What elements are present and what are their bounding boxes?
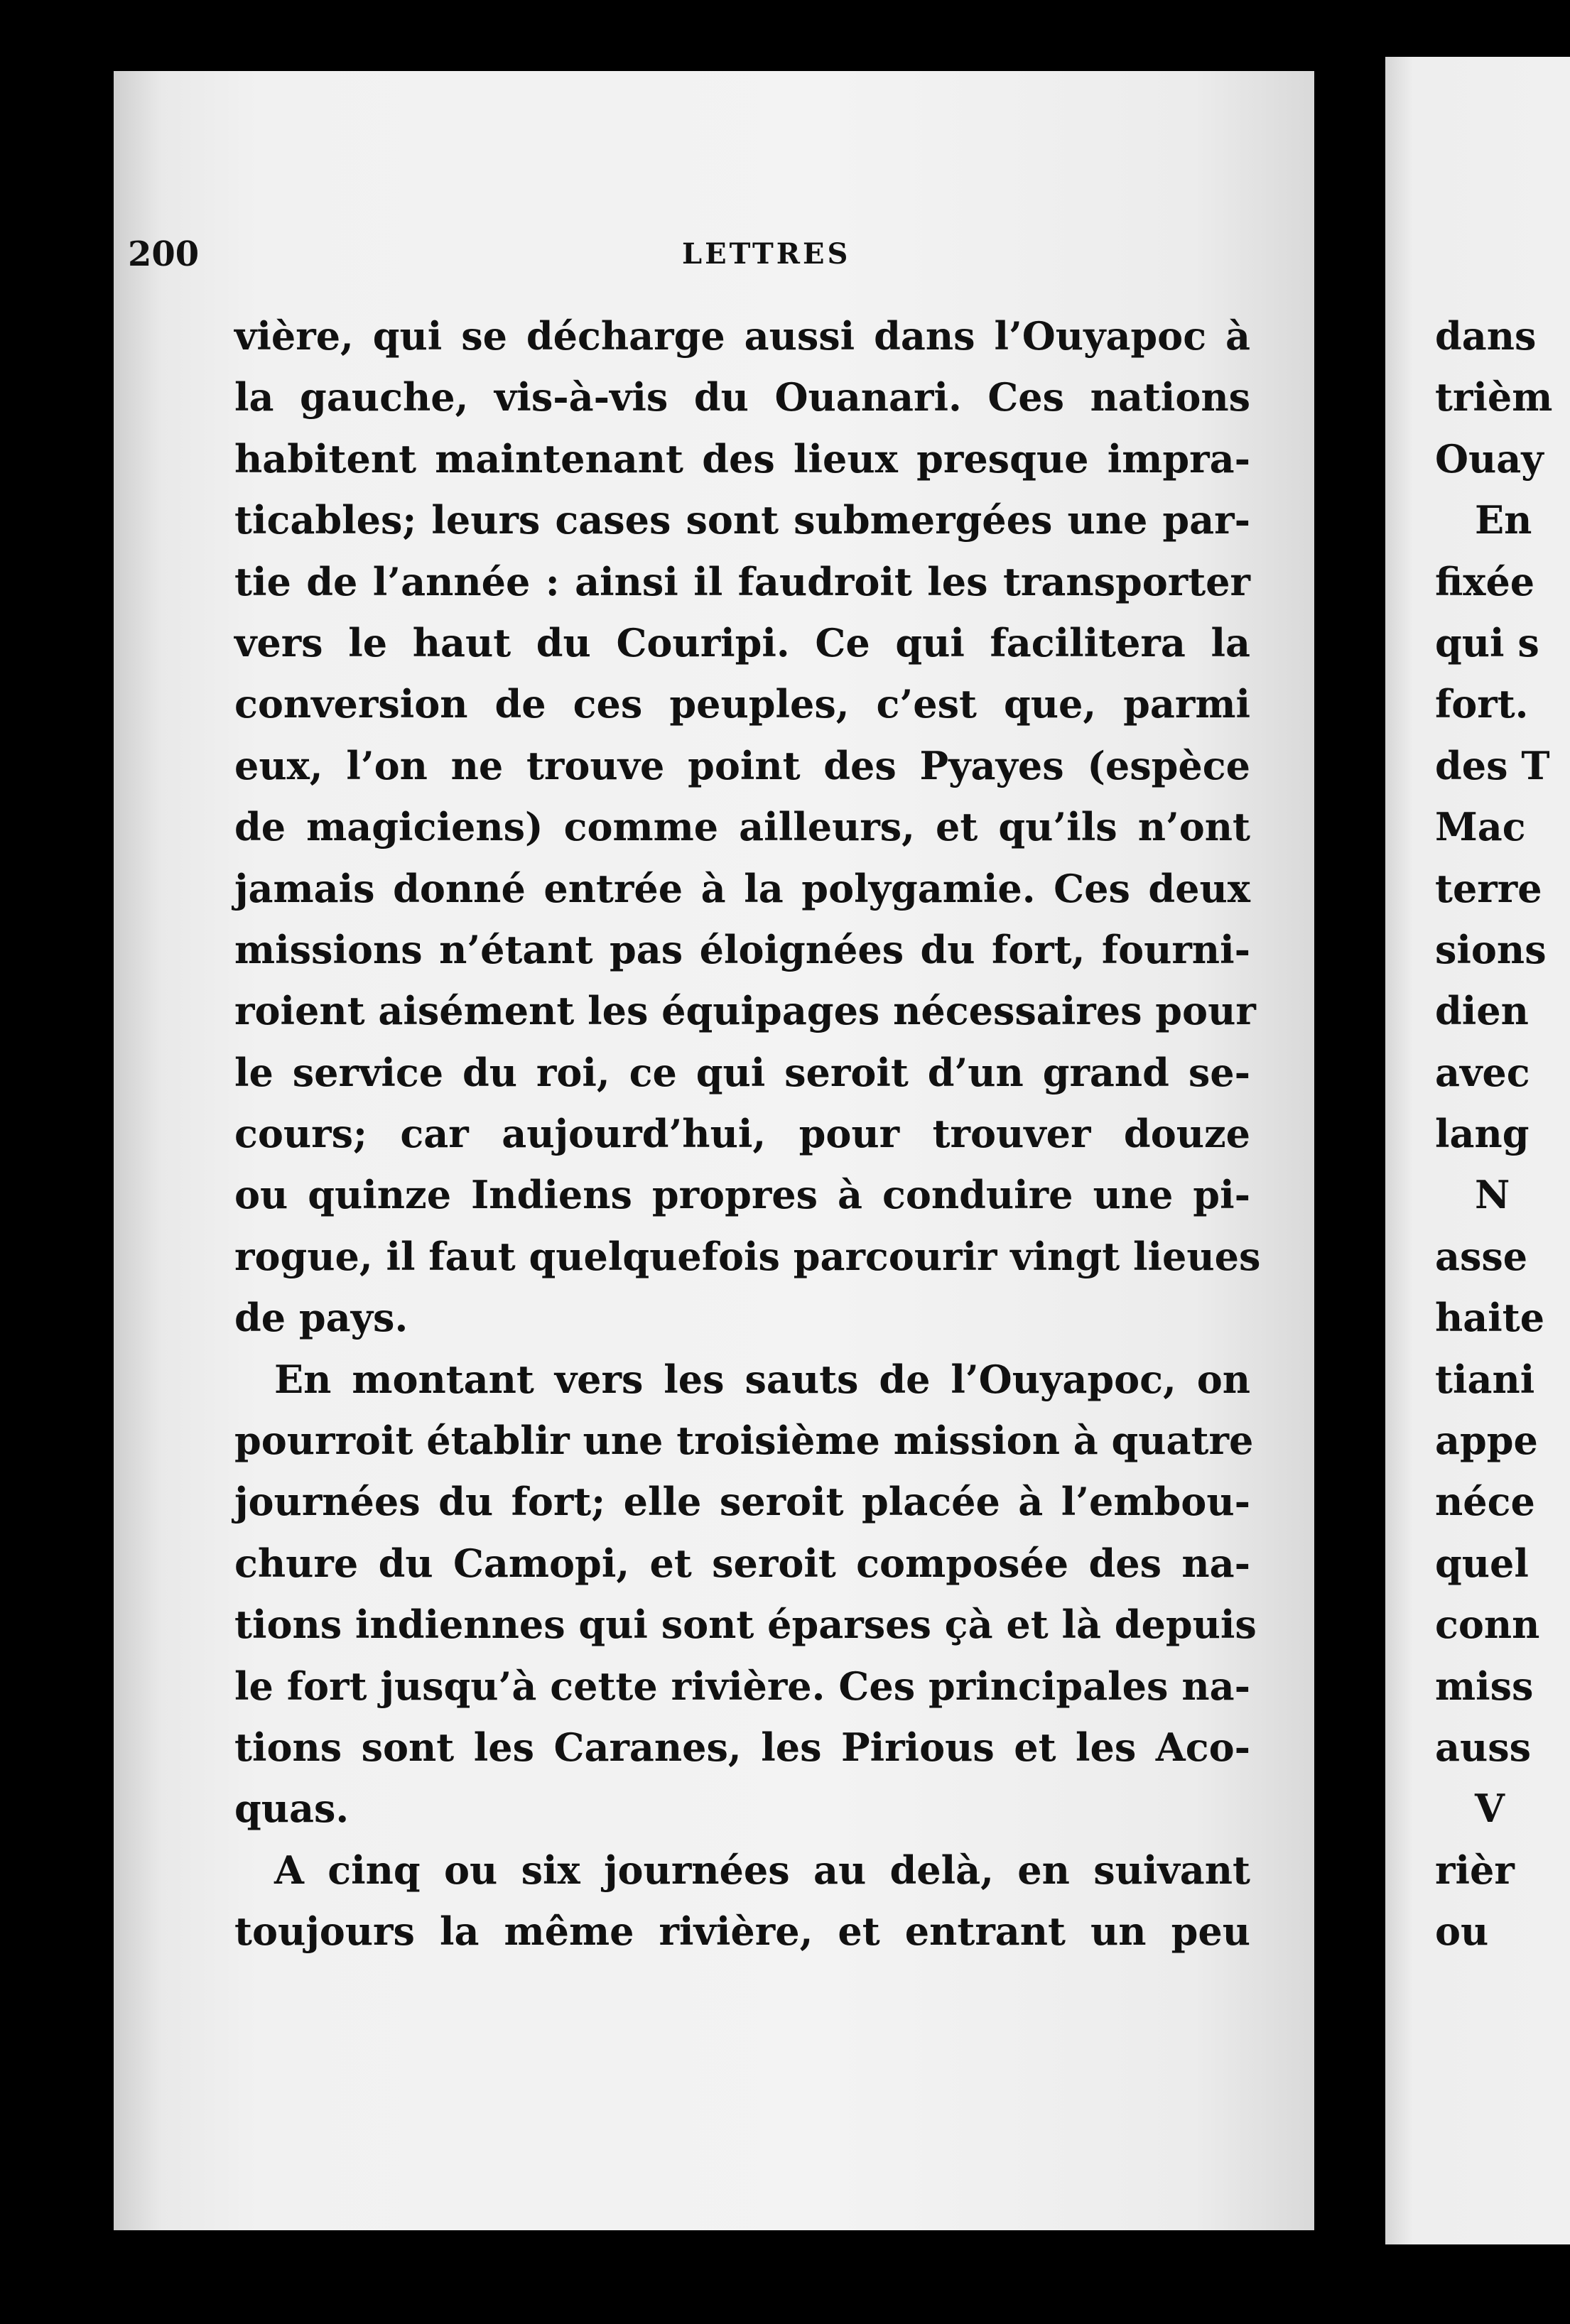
- facing-text-line: dien: [1435, 988, 1529, 1034]
- text-line: eux, l’on ne trouve point des Pyayes (espèce: [234, 742, 1250, 788]
- facing-text-line: miss: [1435, 1663, 1534, 1709]
- facing-text-line: fixée: [1435, 558, 1535, 604]
- text-line: tions sont les Caranes, les Pirious et les Aco-: [234, 1724, 1250, 1770]
- text-line: quas.: [234, 1786, 350, 1832]
- facing-text-line: trièm: [1435, 374, 1553, 420]
- facing-text-line: V: [1475, 1786, 1505, 1832]
- page-number: 200: [128, 234, 200, 274]
- facing-text-line: Mac: [1435, 804, 1526, 850]
- facing-text-line: lang: [1435, 1111, 1530, 1157]
- text-line: chure du Camopi, et seroit composée des na-: [234, 1540, 1250, 1586]
- facing-text-line: terre: [1435, 865, 1542, 911]
- text-line: vers le haut du Couripi. Ce qui facilitera la: [234, 619, 1250, 666]
- facing-text-line: avec: [1435, 1049, 1530, 1095]
- text-line: cours; car aujourd’hui, pour trouver douze: [234, 1111, 1250, 1157]
- text-line: journées du fort; elle seroit placée à l’embou-: [234, 1479, 1250, 1525]
- text-line: tie de l’année : ainsi il faudroit les transporter: [234, 558, 1250, 604]
- facing-text-line: En: [1475, 497, 1532, 543]
- facing-text-line: conn: [1435, 1602, 1540, 1648]
- text-line: missions n’étant pas éloignées du fort, fourni-: [234, 926, 1250, 972]
- text-line: ou quinze Indiens propres à conduire une pi-: [234, 1172, 1250, 1218]
- text-line: pourroit établir une troisième mission à quatre: [234, 1418, 1254, 1464]
- facing-text-line: néce: [1435, 1479, 1535, 1525]
- facing-text-line: Ouay: [1435, 435, 1544, 482]
- facing-text-line: haite: [1435, 1295, 1545, 1341]
- text-line: toujours la même rivière, et entrant un peu: [234, 1908, 1250, 1955]
- facing-text-line: asse: [1435, 1233, 1528, 1279]
- facing-text-line: quel: [1435, 1540, 1529, 1586]
- text-line: vière, qui se décharge aussi dans l’Ouyapoc à: [234, 313, 1250, 359]
- facing-text-line: appe: [1435, 1418, 1538, 1464]
- facing-text-line: des T: [1435, 742, 1550, 788]
- running-head: [128, 234, 1250, 277]
- text-line: A cinq ou six journées au delà, en suivant: [274, 1847, 1250, 1893]
- facing-text-line: rièr: [1435, 1847, 1515, 1893]
- running-title: LETTRES: [682, 237, 851, 271]
- text-line: tions indiennes qui sont éparses çà et là depuis: [234, 1602, 1257, 1648]
- facing-text-line: auss: [1435, 1724, 1532, 1770]
- facing-text-line: ou: [1435, 1908, 1489, 1955]
- facing-text-line: fort.: [1435, 681, 1529, 727]
- facing-text-line: qui s: [1435, 619, 1539, 666]
- text-line: rogue, il faut quelquefois parcourir vingt lieues: [234, 1233, 1261, 1279]
- text-line: le service du roi, ce qui seroit d’un grand se-: [234, 1049, 1250, 1095]
- facing-page-text: [1435, 305, 1552, 1962]
- text-line: roient aisément les équipages nécessaires pour: [234, 988, 1256, 1034]
- text-line: de magiciens) comme ailleurs, et qu’ils n’ont: [234, 804, 1250, 850]
- text-line: habitent maintenant des lieux presque impra-: [234, 435, 1250, 482]
- facing-text-line: sions: [1435, 926, 1547, 972]
- facing-text-line: tiani: [1435, 1356, 1535, 1402]
- facing-text-line: N: [1475, 1172, 1510, 1218]
- text-line: En montant vers les sauts de l’Ouyapoc, on: [274, 1356, 1250, 1402]
- body-text: [234, 305, 1261, 1962]
- text-line: jamais donné entrée à la polygamie. Ces deux: [234, 865, 1250, 911]
- text-line: ticables; leurs cases sont submergées une par-: [234, 497, 1250, 543]
- text-line: de pays.: [234, 1295, 408, 1341]
- facing-text-line: dans: [1435, 313, 1537, 359]
- text-line: la gauche, vis-à-vis du Ouanari. Ces nations: [234, 374, 1250, 420]
- text-line: le fort jusqu’à cette rivière. Ces principales na-: [234, 1663, 1250, 1709]
- text-line: conversion de ces peuples, c’est que, parmi: [234, 681, 1250, 727]
